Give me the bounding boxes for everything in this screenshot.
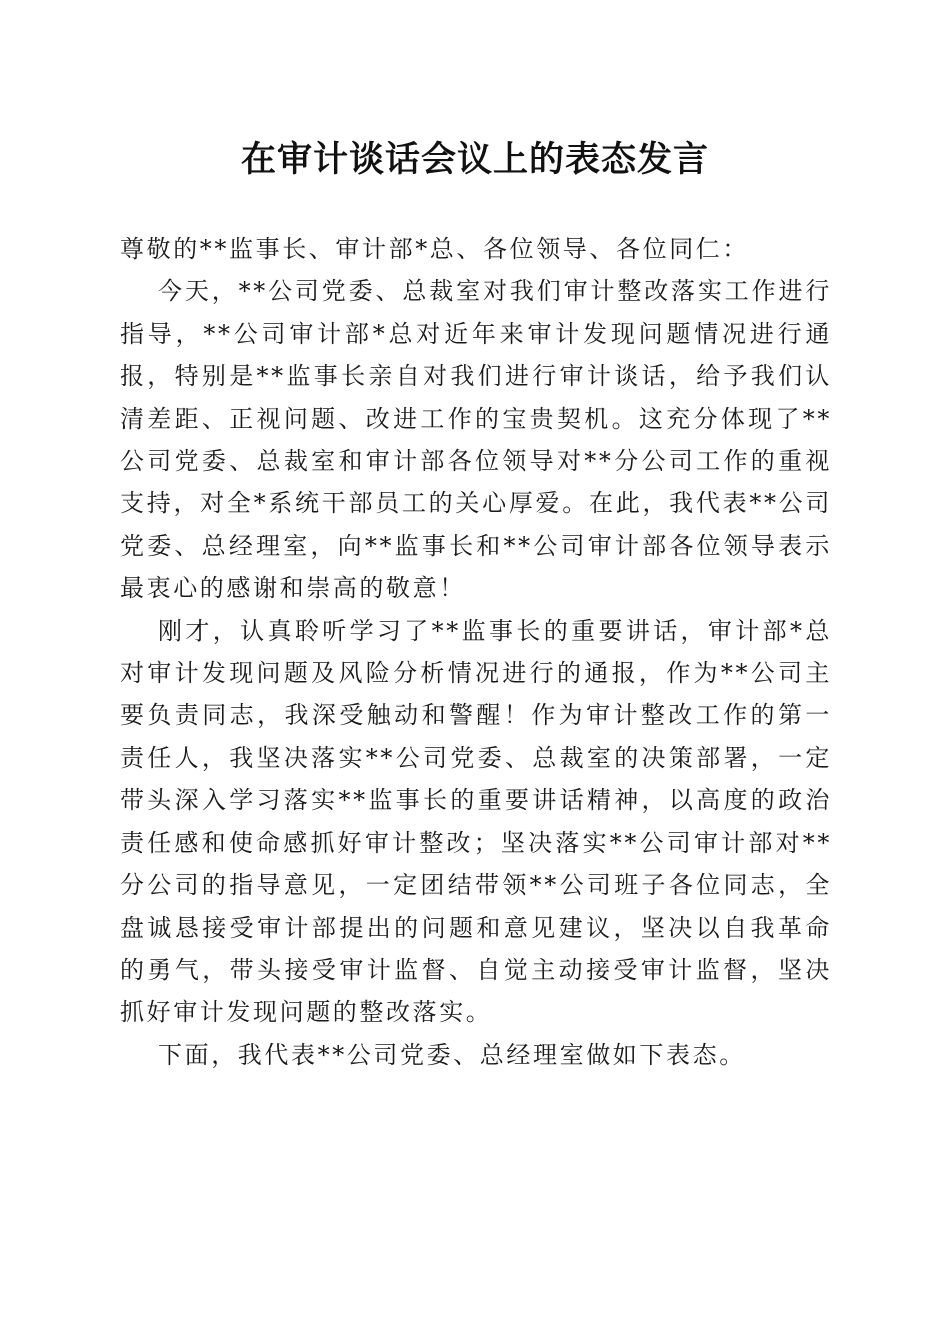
salutation: 尊敬的**监事长、审计部*总、各位领导、各位同仁： [120, 235, 749, 263]
paragraph-opening: 今天，**公司党委、总裁室对我们审计整改落实工作进行指导，**公司审计部*总对近年来审计发现问题情况进行通报，特别是**监事长亲自对我们进行审计谈话，给予我们认清差距、正视问题、改进工作的宝贵契机。这充分体现了**公司党委、总裁室和审计部各位领导对**分公司工作的重视支持，对全*系统干部员工的关心厚爱。在此，我代表**公司党委、总经理室，向**监事长和**公司审计部各位领导表示最衷心的感谢和崇高的敬意！ [120, 277, 832, 603]
paragraph-transition: 下面，我代表**公司党委、总经理室做如下表态。 [158, 1040, 746, 1069]
document-title: 在审计谈话会议上的表态发言 [240, 139, 709, 180]
paragraph-commitment: 刚才，认真聆听学习了**监事长的重要讲话，审计部*总对审计发现问题及风险分析情况进行的通报，作为**公司主要负责同志，我深受触动和警醒！作为审计整改工作的第一责任人，我坚决落实**公司党委、总裁室的决策部署，一定带头深入学习落实**监事长的重要讲话精神，以高度的政治责任感和使命感抓好审计整改；坚决落实**公司审计部对**分公司的指导意见，一定团结带领**公司班子各位同志，全盘诚恳接受审计部提出的问题和意见建议，坚决以自我革命的勇气，带头接受审计监督、自觉主动接受审计监督，坚决抓好审计发现问题的整改落实。 [120, 616, 832, 1027]
document-body [120, 228, 832, 1076]
